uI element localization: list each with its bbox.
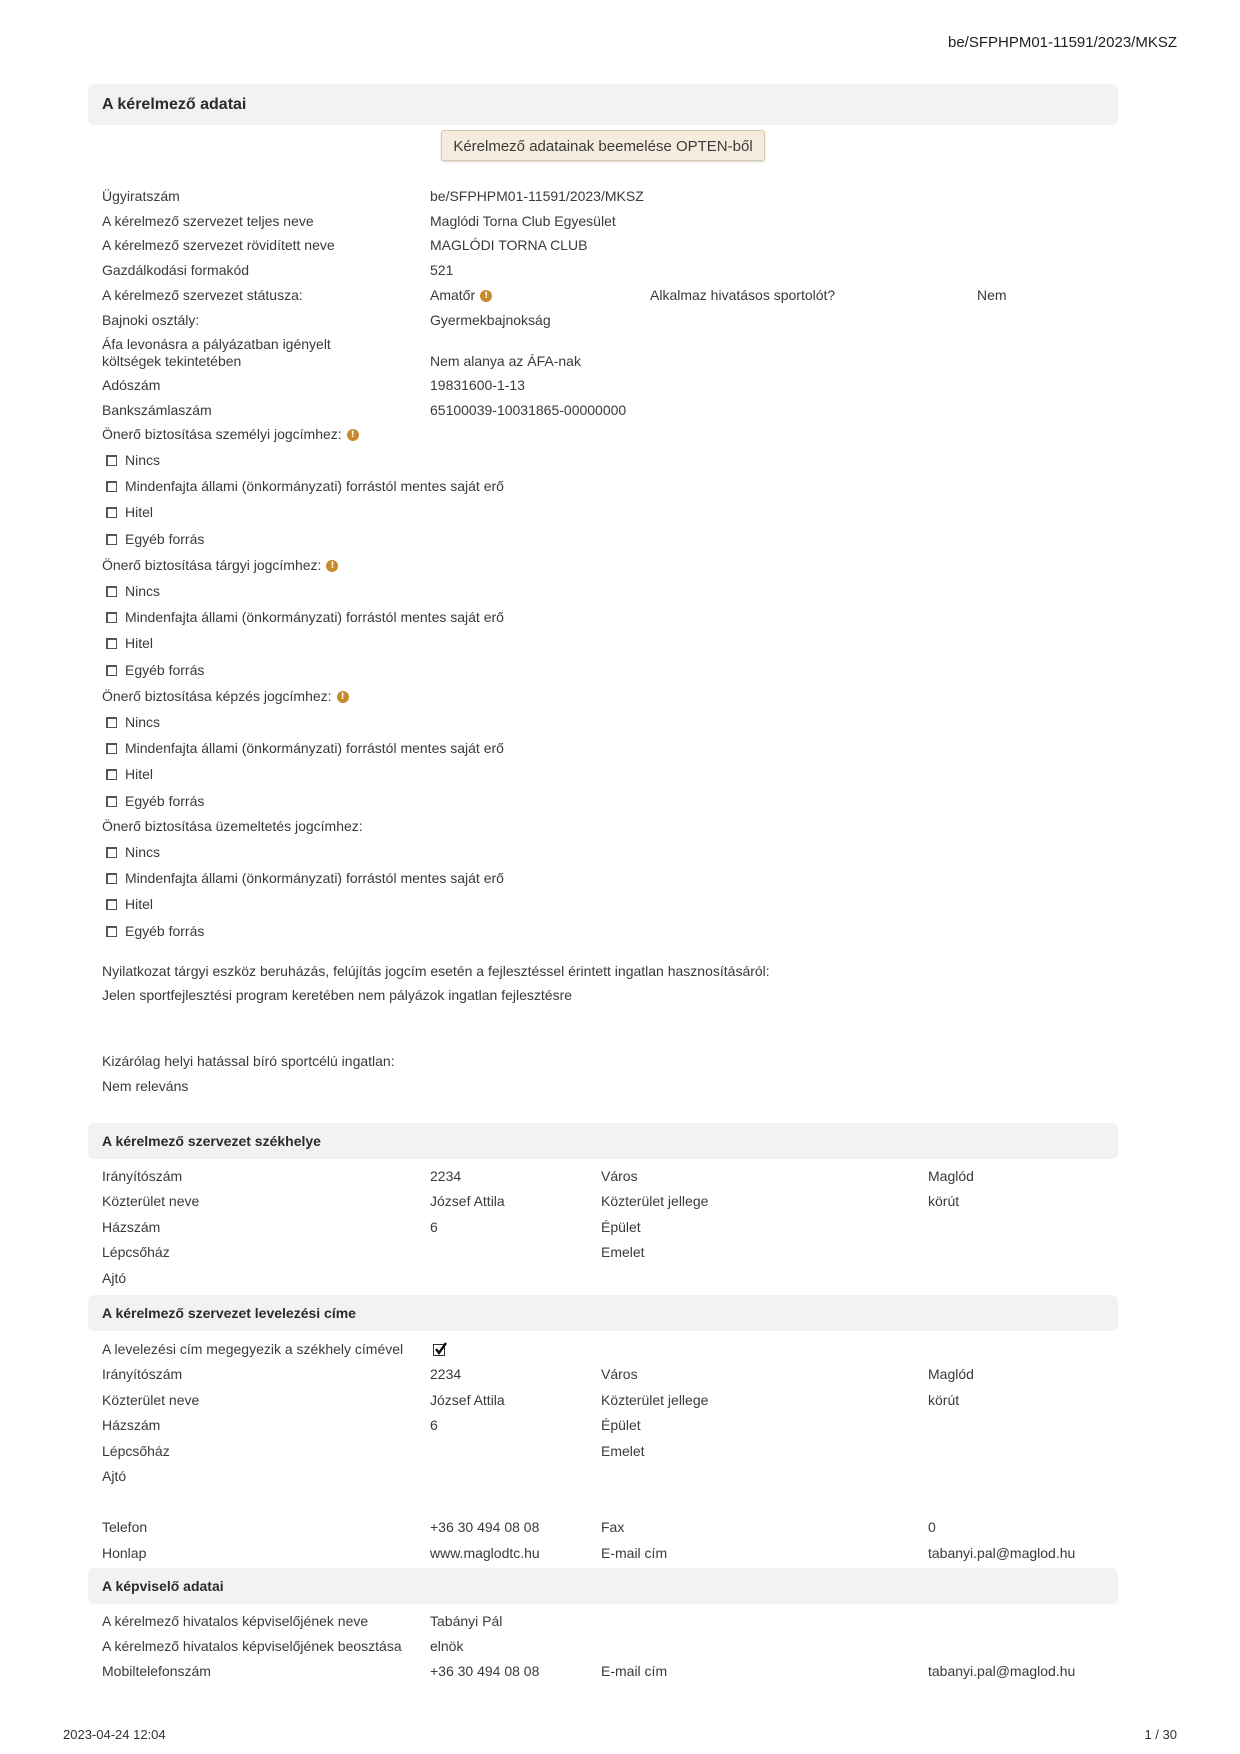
seat-city-label: Város [601, 1168, 638, 1184]
representative-section-header [88, 1568, 1118, 1604]
rep-position-value: elnök [430, 1638, 464, 1654]
option-label: Nincs [125, 714, 161, 730]
checkbox-operation-loan[interactable] [106, 899, 117, 910]
status-value: Amatőr [430, 287, 476, 303]
checkbox-operation-own[interactable] [106, 873, 117, 884]
own-funds-tangible-title [102, 557, 338, 573]
short-name-value: MAGLÓDI TORNA CLUB [430, 237, 588, 253]
tax-number-value: 19831600-1-13 [430, 377, 525, 393]
email-label: E-mail cím [601, 1545, 668, 1561]
case-number-label: Ügyiratszám [102, 188, 180, 204]
mailing-city-value: Maglód [928, 1366, 974, 1382]
mailing-same-checkbox[interactable] [433, 1344, 445, 1356]
rep-email-value: tabanyi.pal@maglod.hu [928, 1663, 1076, 1679]
mailing-section-header [88, 1295, 1118, 1331]
option-label: Nincs [125, 583, 161, 599]
checkbox-tangible-other[interactable] [106, 665, 117, 676]
seat-house-label: Házszám [102, 1219, 161, 1235]
checkbox-training-other[interactable] [106, 796, 117, 807]
mailing-street-value: József Attila [430, 1392, 505, 1408]
own-funds-personal-title [102, 426, 359, 442]
seat-section-title: A kérelmező szervezet székhelye [102, 1133, 321, 1149]
mailing-door-label: Ajtó [102, 1468, 127, 1484]
league-label: Bajnoki osztály: [102, 312, 200, 328]
checkbox-operation-other[interactable] [106, 926, 117, 937]
option-label: Egyéb forrás [125, 662, 205, 678]
checkbox-operation-none[interactable] [106, 847, 117, 858]
info-icon[interactable]: ! [347, 429, 359, 441]
pro-athlete-value: Nem [977, 287, 1007, 303]
mailing-floor-label: Emelet [601, 1443, 645, 1459]
vat-label-line2: költségek tekintetében [102, 353, 242, 369]
local-property-value: Nem releváns [102, 1078, 189, 1094]
option-label: Mindenfajta állami (önkormányzati) forrástól mentes saját erő [125, 478, 504, 494]
option-label: Mindenfajta állami (önkormányzati) forrástól mentes saját erő [125, 609, 504, 625]
bank-account-value: 65100039-10031865-00000000 [430, 402, 627, 418]
applicant-section-title: A kérelmező adatai [102, 96, 247, 113]
form-code-label: Gazdálkodási formakód [102, 262, 250, 278]
fax-value: 0 [928, 1519, 936, 1535]
option-label: Hitel [125, 896, 154, 912]
short-name-label: A kérelmező szervezet rövidített neve [102, 237, 335, 253]
checkbox-tangible-own[interactable] [106, 612, 117, 623]
seat-house-value: 6 [430, 1219, 438, 1235]
seat-door-label: Ajtó [102, 1270, 127, 1286]
website-label: Honlap [102, 1545, 147, 1561]
status-value-wrap [430, 287, 492, 303]
mailing-street-label: Közterület neve [102, 1392, 200, 1408]
rep-name-label: A kérelmező hivatalos képviselőjének neve [102, 1613, 369, 1629]
league-value: Gyermekbajnokság [430, 312, 551, 328]
website-value: www.maglodtc.hu [430, 1545, 540, 1561]
info-icon[interactable]: ! [337, 691, 349, 703]
rep-name-value: Tabányi Pál [430, 1613, 503, 1629]
option-label: Egyéb forrás [125, 923, 205, 939]
checkbox-tangible-none[interactable] [106, 586, 117, 597]
option-label: Hitel [125, 504, 154, 520]
checkbox-personal-other[interactable] [106, 534, 117, 545]
option-label: Hitel [125, 635, 154, 651]
option-label: Nincs [125, 844, 161, 860]
checkbox-training-own[interactable] [106, 743, 117, 754]
vat-value: Nem alanya az ÁFA-nak [430, 353, 581, 369]
seat-street-value: József Attila [430, 1193, 505, 1209]
seat-section-header [88, 1123, 1118, 1159]
representative-section-title: A képviselő adatai [102, 1578, 224, 1594]
checkbox-training-loan[interactable] [106, 769, 117, 780]
info-icon[interactable]: ! [480, 290, 492, 302]
mailing-stair-label: Lépcsőház [102, 1443, 170, 1459]
status-label: A kérelmező szervezet státusza: [102, 287, 303, 303]
fax-label: Fax [601, 1519, 625, 1535]
declaration-title: Nyilatkozat tárgyi eszköz beruházás, felújítás jogcím esetén a fejlesztéssel érintett ingatlan hasznosításáról: [102, 963, 770, 979]
mailing-street-type-label: Közterület jellege [601, 1392, 709, 1408]
full-name-value: Maglódi Torna Club Egyesület [430, 213, 616, 229]
mailing-same-label: A levelezési cím megegyezik a székhely címével [102, 1341, 404, 1357]
footer-timestamp: 2023-04-24 12:04 [63, 1727, 166, 1742]
phone-value: +36 30 494 08 08 [430, 1519, 540, 1535]
option-label: Mindenfajta állami (önkormányzati) forrástól mentes saját erő [125, 870, 504, 886]
seat-floor-label: Emelet [601, 1244, 645, 1260]
seat-building-label: Épület [601, 1219, 641, 1235]
seat-stair-label: Lépcsőház [102, 1244, 170, 1260]
option-label: Mindenfajta állami (önkormányzati) forrástól mentes saját erő [125, 740, 504, 756]
own-funds-training-title-text: Önerő biztosítása képzés jogcímhez: [102, 688, 332, 704]
rep-mobile-value: +36 30 494 08 08 [430, 1663, 540, 1679]
own-funds-training-title [102, 688, 349, 704]
email-value: tabanyi.pal@maglod.hu [928, 1545, 1076, 1561]
own-funds-tangible-title-text: Önerő biztosítása tárgyi jogcímhez: [102, 557, 322, 573]
form-code-value: 521 [430, 262, 454, 278]
info-icon[interactable]: ! [326, 560, 338, 572]
mailing-section-title: A kérelmező szervezet levelezési címe [102, 1305, 356, 1321]
rep-email-label: E-mail cím [601, 1663, 668, 1679]
checkbox-training-none[interactable] [106, 717, 117, 728]
page-number: 1 / 30 [1144, 1727, 1177, 1742]
phone-label: Telefon [102, 1519, 148, 1535]
checkbox-personal-loan[interactable] [106, 507, 117, 518]
mailing-house-value: 6 [430, 1417, 438, 1433]
seat-street-type-label: Közterület jellege [601, 1193, 709, 1209]
mailing-city-label: Város [601, 1366, 638, 1382]
option-label: Egyéb forrás [125, 531, 205, 547]
seat-street-type-value: körút [928, 1193, 960, 1209]
bank-account-label: Bankszámlaszám [102, 402, 212, 418]
mailing-house-label: Házszám [102, 1417, 161, 1433]
checkbox-personal-none[interactable] [106, 455, 117, 466]
vat-label-line1: Áfa levonásra a pályázatban igényelt [102, 336, 331, 352]
option-label: Hitel [125, 766, 154, 782]
opten-import-button[interactable]: Kérelmező adatainak beemelése OPTEN-ből [441, 130, 765, 161]
rep-mobile-label: Mobiltelefonszám [102, 1663, 211, 1679]
declaration-text: Jelen sportfejlesztési program keretében nem pályázok ingatlan fejlesztésre [102, 987, 573, 1003]
seat-zip-value: 2234 [430, 1168, 462, 1184]
mailing-zip-value: 2234 [430, 1366, 462, 1382]
document-reference: be/SFPHPM01-11591/2023/MKSZ [947, 34, 1177, 51]
local-property-title: Kizárólag helyi hatással bíró sportcélú ingatlan: [102, 1053, 395, 1069]
tax-number-label: Adószám [102, 377, 161, 393]
seat-street-label: Közterület neve [102, 1193, 200, 1209]
own-funds-personal-title-text: Önerő biztosítása személyi jogcímhez: [102, 426, 342, 442]
applicant-section-header [88, 84, 1118, 125]
seat-zip-label: Irányítószám [102, 1168, 183, 1184]
checkmark-icon [433, 1341, 449, 1357]
case-number-value: be/SFPHPM01-11591/2023/MKSZ [430, 188, 644, 204]
checkbox-tangible-loan[interactable] [106, 638, 117, 649]
option-label: Egyéb forrás [125, 793, 205, 809]
mailing-street-type-value: körút [928, 1392, 960, 1408]
option-label: Nincs [125, 452, 161, 468]
mailing-zip-label: Irányítószám [102, 1366, 183, 1382]
own-funds-operation-title: Önerő biztosítása üzemeltetés jogcímhez: [102, 818, 363, 834]
full-name-label: A kérelmező szervezet teljes neve [102, 213, 314, 229]
checkbox-personal-own[interactable] [106, 481, 117, 492]
mailing-building-label: Épület [601, 1417, 641, 1433]
seat-city-value: Maglód [928, 1168, 974, 1184]
pro-athlete-label: Alkalmaz hivatásos sportolót? [650, 287, 836, 303]
rep-position-label: A kérelmező hivatalos képviselőjének beosztása [102, 1638, 402, 1654]
